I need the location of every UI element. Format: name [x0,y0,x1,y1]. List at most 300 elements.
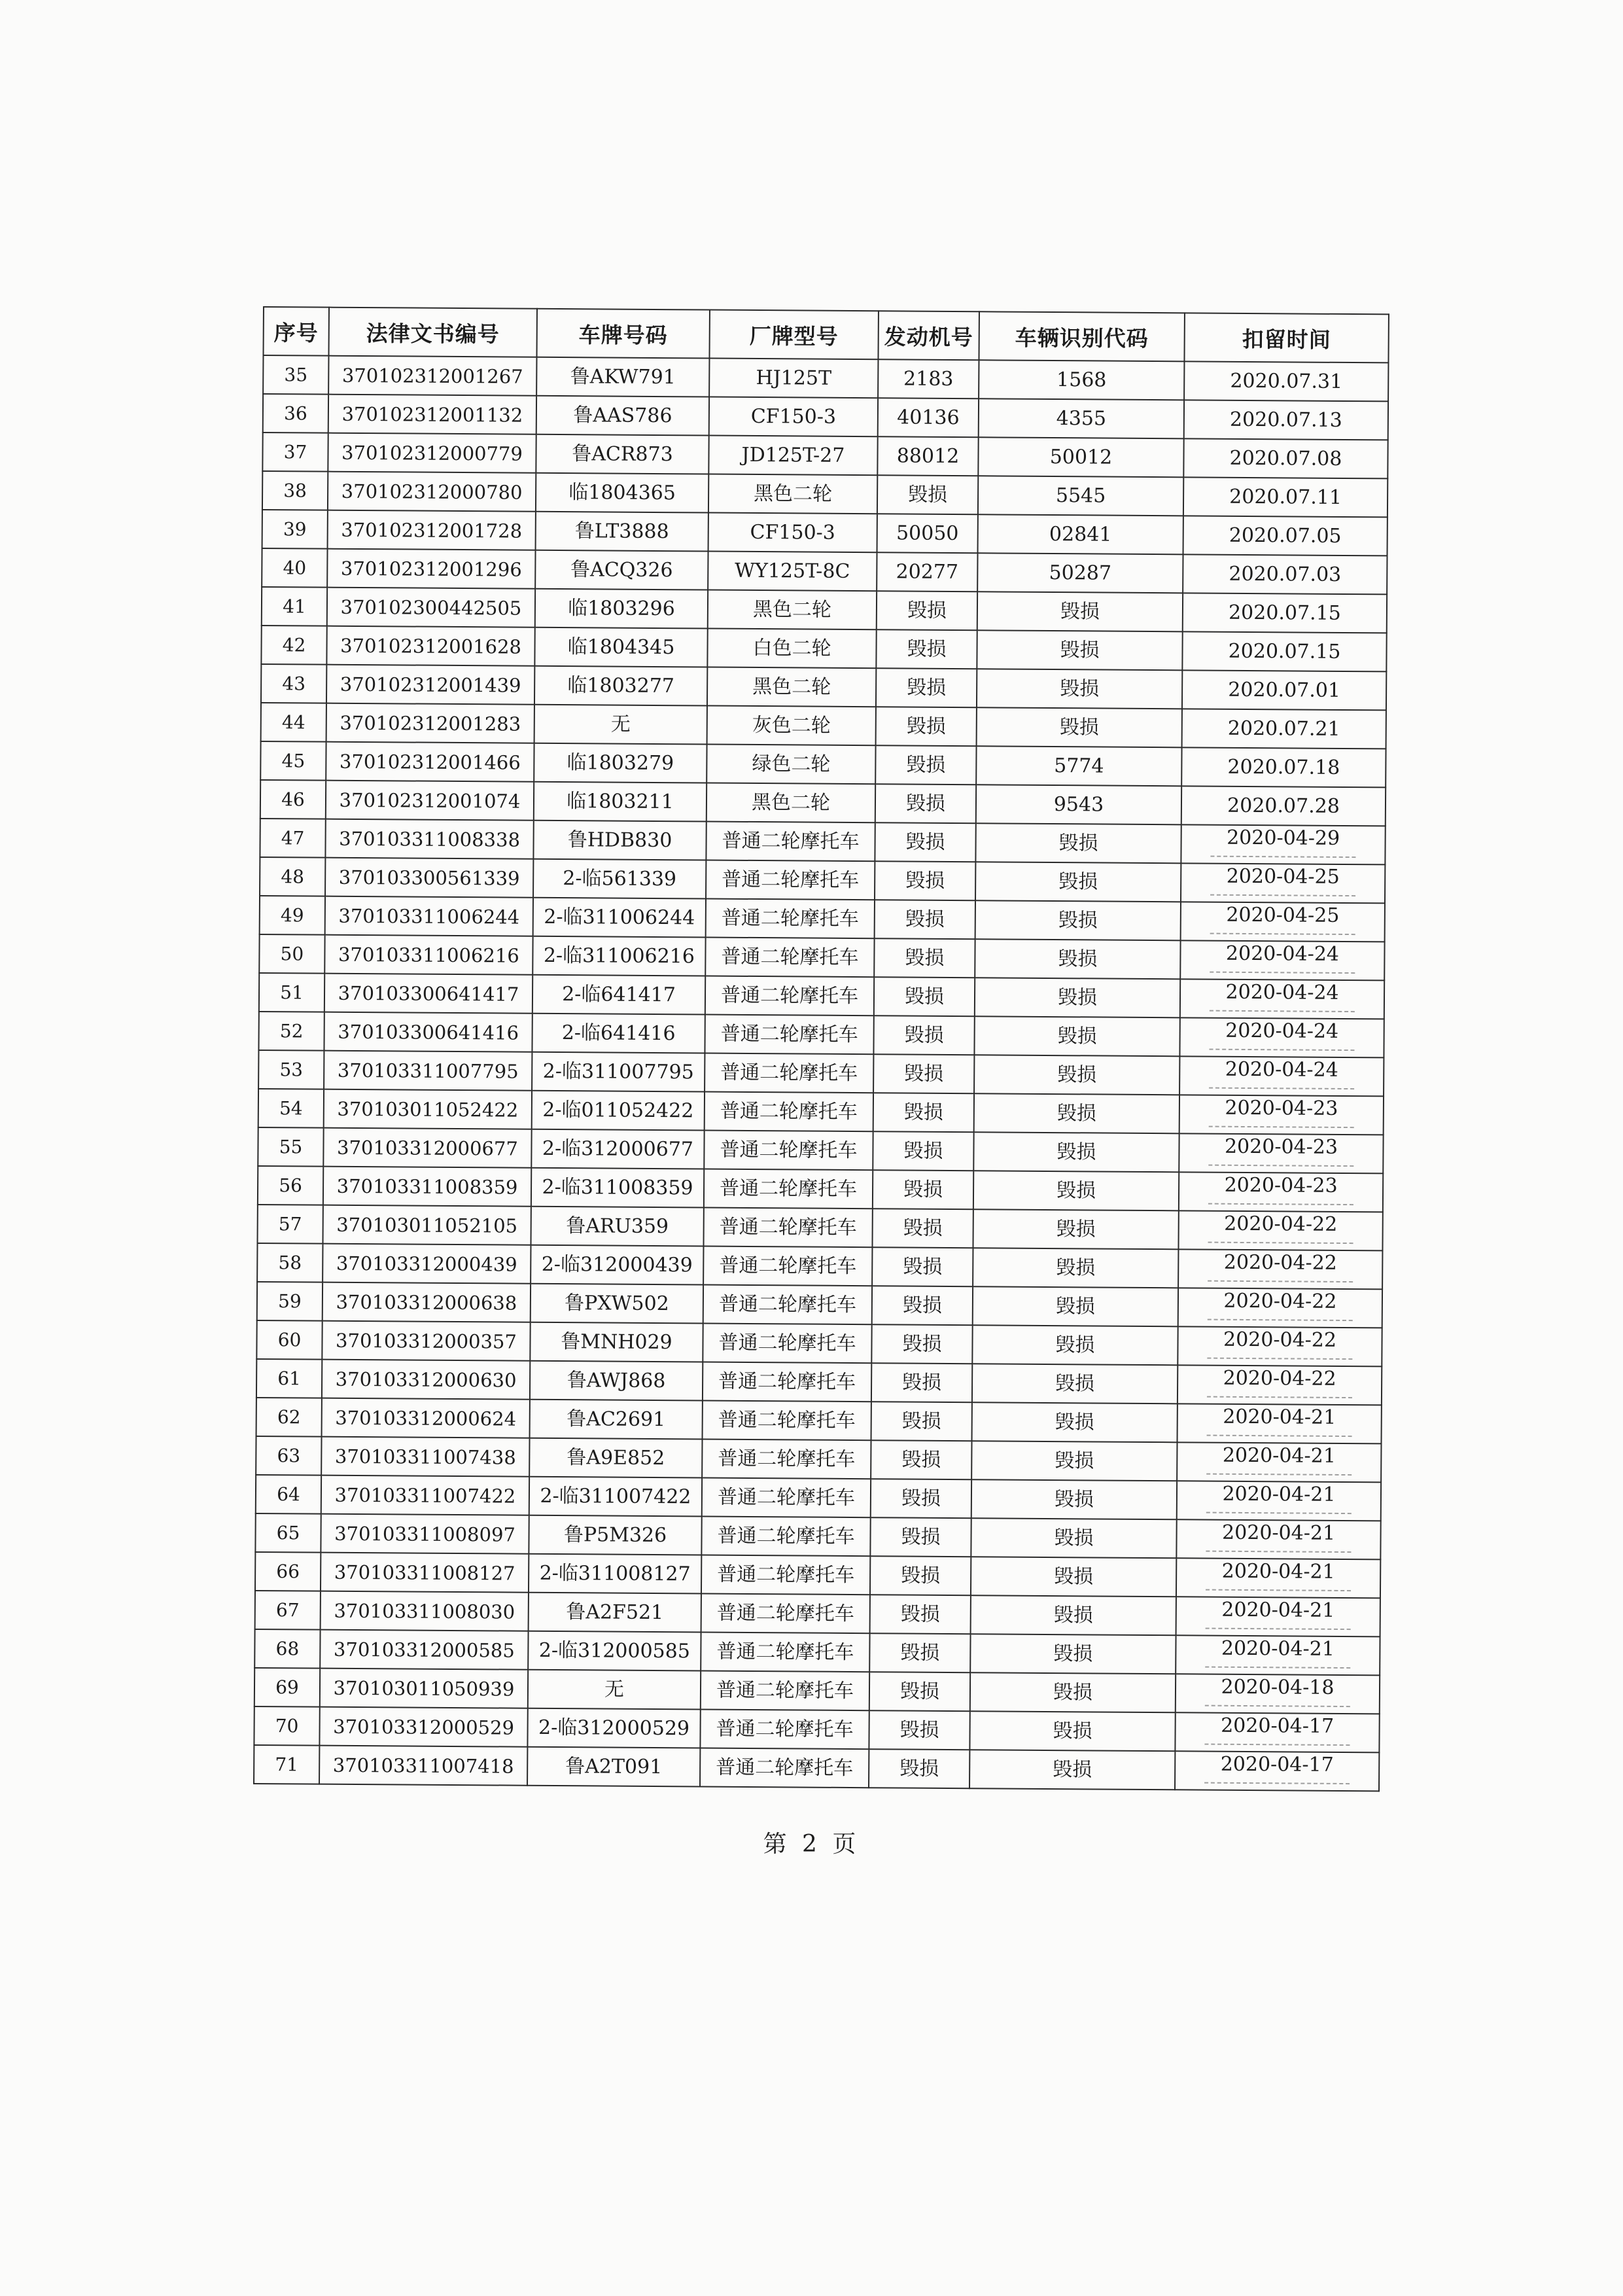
cell-detain-time [1183,554,1387,594]
cell-seq: 55 [258,1127,323,1167]
cell-engine: 88012 [877,436,978,476]
cell-seq: 66 [255,1552,321,1591]
cell-detain-time [1184,400,1388,440]
cell-doc-number: 370102312001439 [326,665,534,705]
table-row [254,1745,1379,1791]
cell-plate: 鲁A2F521 [529,1593,701,1633]
cell-doc-number: 370102312000780 [328,472,536,512]
cell-engine: 50050 [877,514,978,553]
cell-model: 黑色二轮 [707,783,875,823]
cell-model: 普通二轮摩托车 [703,1246,872,1286]
cell-seq: 63 [256,1436,321,1475]
detain-time-text: 2020-04-24 [1225,942,1340,966]
cell-doc-number: 370102312001628 [326,626,534,666]
cell-engine: 毁损 [875,745,976,785]
cell-detain-time [1179,1095,1384,1135]
cell-plate: 无 [534,705,707,745]
cell-plate: 鲁P5M326 [529,1515,701,1555]
cell-doc-number: 370103312000529 [319,1707,527,1747]
cell-plate: 鲁ARU359 [531,1207,703,1246]
cell-plate: 2-临312000529 [527,1708,700,1748]
cell-doc-number: 370103312000585 [320,1630,528,1670]
cell-model: CF150-3 [709,397,878,437]
cell-model: 灰色二轮 [707,706,876,746]
cell-engine: 毁损 [876,668,977,707]
cell-engine: 2183 [878,359,979,398]
detain-time-text: 2020.07.13 [1229,408,1342,432]
cell-plate: 鲁ACR873 [536,434,708,474]
detain-time-text: 2020.07.31 [1230,369,1343,393]
cell-seq: 45 [260,741,326,781]
cell-model: 黑色二轮 [708,474,877,514]
cell-model: 白色二轮 [707,629,876,669]
cell-seq: 36 [263,394,328,433]
cell-vin: 毁损 [971,1479,1177,1519]
header-plate: 车牌号码 [536,309,709,359]
cell-doc-number: 370102312001074 [326,781,534,821]
detain-time-text: 2020.07.21 [1227,716,1340,741]
cell-detain-time [1181,824,1385,864]
cell-plate: 2-临561339 [533,859,706,899]
cell-vin: 毁损 [975,900,1181,940]
cell-model: HJ125T [709,359,878,398]
cell-seq: 43 [261,664,326,703]
detain-time-text: 2020.07.08 [1229,446,1342,470]
detain-time-text: 2020-04-21 [1223,1405,1336,1429]
cell-plate: 鲁A2T091 [527,1747,700,1787]
cell-plate: 临1803211 [534,782,707,822]
cell-plate: 鲁AC2691 [530,1400,703,1439]
cell-seq: 62 [256,1398,322,1437]
cell-seq: 69 [254,1668,320,1707]
cell-model: 普通二轮摩托车 [705,1053,873,1093]
cell-detain-time [1177,1481,1381,1521]
cell-plate: 2-临312000585 [528,1631,701,1671]
cell-engine: 毁损 [872,1247,973,1286]
cell-seq: 38 [262,471,328,510]
cell-vin: 毁损 [975,978,1180,1017]
cell-engine: 20277 [877,552,977,592]
cell-vin: 毁损 [977,707,1182,747]
cell-doc-number: 370102312001283 [326,703,534,743]
cell-doc-number: 370102312001466 [326,742,534,782]
cell-model: 普通二轮摩托车 [701,1632,869,1672]
cell-seq: 37 [262,433,328,472]
cell-seq: 67 [255,1591,321,1630]
cell-plate: 鲁MNH029 [530,1322,703,1362]
cell-detain-time [1177,1442,1381,1482]
cell-detain-time [1179,1056,1384,1096]
cell-seq: 58 [257,1243,323,1282]
detain-time-text: 2020-04-25 [1226,903,1340,927]
detain-time-text: 2020.07.03 [1229,562,1342,586]
cell-seq: 52 [258,1012,324,1051]
detain-time-text: 2020-04-22 [1223,1289,1337,1313]
detain-time-text: 2020-04-21 [1221,1559,1335,1583]
cell-seq: 46 [260,780,326,819]
cell-vin: 1568 [979,360,1184,400]
cell-vin: 4355 [979,398,1184,438]
cell-detain-time [1178,1249,1382,1289]
header-seq: 序号 [264,307,329,356]
cell-engine: 毁损 [873,1131,973,1171]
cell-seq: 41 [262,587,327,626]
cell-model: 普通二轮摩托车 [705,1092,873,1132]
cell-seq: 42 [261,626,326,665]
cell-detain-time [1181,786,1386,826]
detain-time-text: 2020.07.15 [1228,601,1341,625]
cell-doc-number: 370103311008127 [321,1553,529,1593]
cell-vin: 毁损 [971,1557,1176,1597]
cell-seq: 60 [256,1320,322,1360]
cell-model: 普通二轮摩托车 [702,1439,871,1479]
cell-model: 普通二轮摩托车 [701,1516,870,1556]
cell-plate: 临1803277 [534,666,707,706]
header-detain-time: 扣留时间 [1184,313,1388,362]
cell-doc-number: 370103312000439 [323,1244,531,1284]
cell-model: 普通二轮摩托车 [700,1748,869,1788]
page-number: 第 2 页 [763,1831,860,1858]
cell-vin: 毁损 [970,1634,1176,1674]
cell-engine: 毁损 [873,1054,974,1093]
cell-vin: 毁损 [974,1093,1179,1133]
cell-vin: 毁损 [972,1325,1178,1365]
cell-engine: 毁损 [877,591,977,630]
cell-engine: 毁损 [871,1402,972,1441]
cell-doc-number: 370103311006216 [324,935,532,975]
cell-model: 普通二轮摩托车 [706,822,875,862]
cell-detain-time [1176,1519,1380,1559]
cell-detain-time [1178,1404,1382,1443]
cell-doc-number: 370103011052422 [324,1089,532,1129]
header-model: 厂牌型号 [709,310,878,360]
cell-vin: 毁损 [977,592,1183,631]
cell-vin: 毁损 [971,1518,1176,1558]
cell-detain-time [1176,1635,1380,1675]
cell-engine: 毁损 [873,1170,973,1209]
cell-plate: 2-临311007422 [529,1477,702,1517]
cell-vin: 毁损 [973,1286,1178,1326]
cell-detain-time [1182,709,1386,749]
cell-plate: 2-临011052422 [532,1091,705,1131]
cell-seq: 35 [263,355,328,395]
cell-model: 普通二轮摩托车 [701,1670,869,1710]
cell-doc-number: 370103011050939 [320,1669,528,1708]
cell-engine: 毁损 [869,1633,970,1672]
cell-seq: 54 [258,1089,324,1128]
cell-plate: 2-临641417 [532,975,705,1015]
cell-doc-number: 370103311007438 [321,1437,529,1477]
cell-detain-time [1179,1133,1383,1173]
cell-engine: 毁损 [870,1595,971,1634]
detain-time-text: 2020-04-21 [1222,1521,1336,1545]
cell-engine: 毁损 [875,784,976,823]
cell-engine: 毁损 [871,1324,972,1364]
header-vin: 车辆识别代码 [979,311,1184,361]
cell-detain-time [1179,1172,1383,1212]
cell-engine: 毁损 [871,1479,971,1518]
cell-doc-number: 370102312001267 [328,356,536,396]
cell-engine: 毁损 [876,707,977,746]
cell-model: 普通二轮摩托车 [705,1015,873,1055]
cell-doc-number: 370103300561339 [325,858,533,898]
detain-time-text: 2020-04-23 [1224,1173,1338,1197]
cell-plate: 2-临311007795 [532,1052,705,1092]
cell-model: 普通二轮摩托车 [703,1323,871,1363]
cell-plate: 鲁HDB830 [533,821,706,860]
cell-doc-number: 370102300442505 [327,588,535,627]
cell-detain-time [1184,361,1388,401]
cell-detain-time [1175,1712,1379,1752]
cell-detain-time [1176,1597,1380,1636]
cell-model: 普通二轮摩托车 [703,1400,871,1440]
cell-model: 普通二轮摩托车 [703,1362,871,1402]
cell-vin: 毁损 [972,1364,1178,1404]
cell-plate: 鲁AKW791 [536,357,709,397]
cell-seq: 39 [262,510,328,549]
detain-time-text: 2020.07.18 [1227,755,1340,779]
cell-model: 黑色二轮 [707,667,876,707]
cell-model: JD125T-27 [708,436,877,476]
cell-plate: 2-临312000677 [531,1129,704,1169]
cell-plate: 鲁PXW502 [531,1284,703,1324]
cell-doc-number: 370103311006244 [325,896,533,936]
cell-vin: 毁损 [977,669,1182,709]
cell-seq: 70 [254,1706,319,1746]
cell-model: WY125T-8C [708,552,877,592]
cell-seq: 50 [259,934,324,974]
cell-plate: 2-临641416 [532,1014,705,1053]
cell-seq: 49 [260,896,325,935]
cell-model: 普通二轮摩托车 [705,976,874,1016]
cell-detain-time [1183,477,1387,517]
detain-time-text: 2020-04-24 [1225,1019,1339,1043]
cell-doc-number: 370103311008030 [321,1591,529,1631]
cell-doc-number: 370102312001728 [328,510,536,550]
cell-doc-number: 370103312000638 [323,1282,531,1322]
cell-vin: 毁损 [973,1132,1179,1172]
cell-doc-number: 370103311007795 [324,1051,532,1091]
cell-doc-number: 370102312000779 [328,433,536,473]
cell-detain-time [1181,747,1386,787]
detain-time-text: 2020-04-25 [1226,864,1340,889]
cell-model: 普通二轮摩托车 [704,1131,873,1171]
cell-plate: 2-临311008359 [531,1168,704,1208]
cell-model: CF150-3 [708,513,877,553]
cell-plate: 鲁ACQ326 [535,550,708,590]
cell-plate: 鲁AWJ868 [530,1361,703,1401]
table-body [254,355,1388,1791]
cell-vin: 50012 [978,437,1183,477]
cell-vin: 毁损 [974,1016,1179,1056]
cell-vin: 毁损 [972,1402,1178,1442]
detain-time-text: 2020-04-21 [1222,1443,1336,1468]
cell-engine: 毁损 [875,900,975,939]
cell-seq: 57 [258,1205,323,1244]
cell-vin: 毁损 [971,1595,1176,1635]
cell-vin: 毁损 [973,1171,1179,1210]
cell-vin: 毁损 [969,1750,1175,1790]
cell-detain-time [1178,1326,1382,1366]
cell-vin: 02841 [978,514,1183,554]
detain-time-text: 2020-04-23 [1224,1135,1338,1159]
cell-model: 普通二轮摩托车 [703,1207,872,1247]
detain-time-text: 2020.07.15 [1228,639,1341,663]
cell-doc-number: 370103311008359 [323,1167,531,1207]
cell-seq: 68 [254,1629,320,1669]
cell-seq: 56 [258,1166,323,1205]
cell-plate: 临1804345 [534,627,707,667]
cell-model: 普通二轮摩托车 [701,1555,870,1595]
cell-vin: 毁损 [973,1209,1178,1249]
cell-plate: 鲁AAS786 [536,396,709,436]
cell-seq: 59 [257,1282,323,1321]
detain-time-text: 2020-04-22 [1223,1328,1337,1352]
detain-time-text: 2020-04-22 [1223,1366,1336,1390]
cell-model: 普通二轮摩托车 [706,860,875,900]
cell-seq: 51 [259,973,324,1012]
cell-engine: 毁损 [869,1710,969,1750]
detain-time-text: 2020-04-21 [1221,1598,1335,1622]
cell-detain-time [1178,1365,1382,1405]
cell-plate: 临1803279 [534,743,707,783]
cell-engine: 毁损 [873,1016,974,1055]
detain-time-text: 2020-04-22 [1224,1212,1338,1236]
cell-seq: 53 [258,1050,324,1089]
cell-engine: 40136 [878,398,979,437]
cell-vin: 毁损 [973,1248,1178,1288]
cell-doc-number: 370103011052105 [323,1205,531,1245]
cell-engine: 毁损 [872,1209,973,1248]
cell-plate: 鲁LT3888 [536,512,708,552]
cell-detain-time [1176,1674,1380,1714]
cell-plate: 无 [528,1670,701,1710]
cell-vin: 毁损 [977,630,1182,670]
cell-detain-time [1176,1558,1380,1598]
cell-detain-time [1178,1210,1382,1250]
cell-model: 黑色二轮 [708,590,877,630]
detain-time-text: 2020-04-21 [1221,1636,1335,1661]
detain-time-text: 2020.07.11 [1229,485,1342,509]
header-doc-number: 法律文书编号 [329,308,537,357]
cell-detain-time [1180,940,1384,980]
cell-detain-time [1183,593,1387,633]
cell-model: 普通二轮摩托车 [701,1593,870,1633]
cell-detain-time [1183,516,1387,556]
cell-plate: 2-临311006216 [532,936,705,976]
detain-time-text: 2020-04-24 [1225,980,1339,1004]
cell-doc-number: 370103300641416 [324,1012,532,1052]
cell-detain-time [1182,631,1386,671]
cell-engine: 毁损 [869,1749,969,1788]
detain-time-text: 2020-04-22 [1223,1250,1337,1275]
cell-engine: 毁损 [869,1672,970,1711]
cell-detain-time [1181,902,1385,942]
cell-detain-time [1179,1017,1384,1057]
cell-engine: 毁损 [870,1556,971,1595]
cell-plate: 2-临312000439 [531,1245,703,1285]
cell-doc-number: 370103312000677 [323,1128,531,1168]
cell-model: 普通二轮摩托车 [704,1169,873,1209]
cell-vin: 50287 [977,553,1183,593]
cell-plate: 鲁A9E852 [529,1438,702,1478]
detain-time-text: 2020.07.01 [1228,678,1341,702]
cell-detain-time [1175,1751,1379,1791]
cell-seq: 44 [261,703,326,742]
cell-engine: 毁损 [872,1286,973,1325]
detain-time-text: 2020-04-23 [1225,1096,1338,1120]
detain-time-text: 2020-04-24 [1225,1057,1338,1082]
cell-doc-number: 370103311007422 [321,1475,529,1515]
detain-time-text: 2020-04-17 [1221,1714,1335,1738]
cell-vin: 5774 [976,746,1181,786]
cell-seq: 40 [262,548,327,588]
cell-doc-number: 370102312001132 [328,395,536,434]
cell-model: 普通二轮摩托车 [702,1477,871,1517]
cell-plate: 2-临311008127 [529,1554,701,1594]
cell-engine: 毁损 [871,1440,971,1479]
cell-doc-number: 370103311007418 [319,1746,527,1786]
cell-model: 普通二轮摩托车 [705,938,874,978]
vehicle-table-wrapper [253,306,1388,1792]
cell-doc-number: 370102312001296 [327,549,535,589]
cell-model: 普通二轮摩托车 [703,1284,872,1324]
cell-detain-time [1181,863,1385,903]
cell-seq: 65 [255,1513,321,1553]
cell-vin: 毁损 [969,1711,1175,1751]
cell-plate: 临1804365 [536,473,708,513]
vehicle-detention-table [253,306,1389,1792]
cell-seq: 47 [260,819,325,858]
cell-model: 普通二轮摩托车 [700,1709,869,1749]
cell-engine: 毁损 [871,1363,972,1402]
detain-time-text: 2020-04-21 [1222,1482,1336,1506]
cell-detain-time [1178,1288,1382,1328]
cell-vin: 5545 [978,476,1183,516]
cell-seq: 71 [254,1745,319,1784]
cell-engine: 毁损 [875,822,975,862]
cell-engine: 毁损 [877,475,978,514]
cell-vin: 毁损 [974,1055,1179,1095]
cell-vin: 毁损 [975,862,1181,902]
cell-plate: 2-临311006244 [533,898,706,938]
cell-vin: 毁损 [975,939,1180,979]
detain-time-text: 2020-04-18 [1221,1675,1335,1699]
cell-model: 绿色二轮 [707,745,875,785]
cell-doc-number: 370103300641417 [324,974,532,1014]
cell-plate: 临1803296 [535,589,708,629]
cell-doc-number: 370103311008097 [321,1514,529,1554]
cell-detain-time [1180,979,1384,1019]
detain-time-text: 2020.07.05 [1229,523,1342,548]
detain-time-text: 2020-04-29 [1227,826,1340,850]
cell-engine: 毁损 [870,1517,971,1557]
cell-engine: 毁损 [873,1093,974,1132]
cell-seq: 61 [256,1359,322,1398]
detain-time-text: 2020.07.28 [1227,794,1340,818]
cell-model: 普通二轮摩托车 [706,899,875,939]
cell-seq: 64 [256,1475,321,1514]
cell-vin: 9543 [976,785,1181,824]
header-row [264,307,1389,362]
cell-engine: 毁损 [874,977,975,1016]
cell-seq: 48 [260,857,325,896]
cell-doc-number: 370103312000624 [322,1398,530,1438]
cell-doc-number: 370103311008338 [325,819,533,859]
cell-detain-time [1182,670,1386,710]
cell-engine: 毁损 [876,629,977,669]
cell-vin: 毁损 [971,1441,1177,1481]
